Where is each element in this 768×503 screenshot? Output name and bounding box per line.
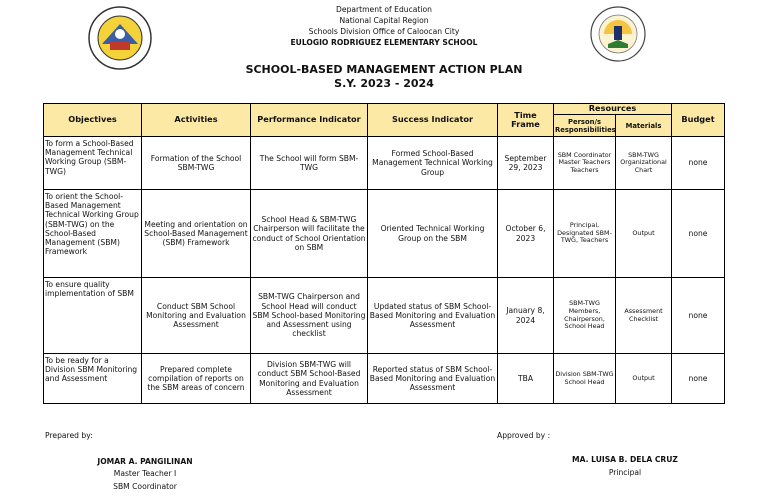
budget-cell: none	[672, 137, 725, 190]
performance-cell: The School will form SBM-TWG	[251, 137, 368, 190]
success-cell: Updated status of SBM School-Based Monitoring and Evaluation Assessment	[368, 278, 498, 354]
table-row	[44, 278, 725, 354]
time-cell: October 6, 2023	[498, 190, 554, 278]
budget-cell: none	[672, 354, 725, 404]
objective-cell: To form a School-Based Management Technical Working Group (SBM-TWG)	[44, 137, 142, 190]
approved-by-label: Approved by :	[497, 431, 551, 440]
prepared-by-role: SBM Coordinator	[113, 482, 177, 491]
prepared-by-position: Master Teacher I	[113, 469, 177, 478]
activity-cell: Conduct SBM School Monitoring and Evaluation Assessment	[142, 278, 251, 354]
header-materials: Materials	[616, 115, 672, 137]
objective-cell: To orient the School-Based Management Technical Working Group (SBM-TWG) on the School-Based Management (SBM) Framework	[44, 190, 142, 278]
header-objectives: Objectives	[44, 104, 142, 137]
materials-cell: Output	[616, 354, 672, 404]
time-cell: TBA	[498, 354, 554, 404]
persons-cell: SBM Coordinator Master Teachers Teachers	[554, 137, 616, 190]
prepared-by-name: JOMAR A. PANGILINAN	[97, 457, 193, 466]
header-performance-indicator: Performance Indicator	[251, 104, 368, 137]
header-budget: Budget	[672, 104, 725, 137]
prepared-by-label: Prepared by:	[45, 431, 93, 440]
objective-cell: To ensure quality implementation of SBM	[44, 278, 142, 354]
budget-cell: none	[672, 190, 725, 278]
department-name: Department of Education	[336, 5, 432, 14]
header-time-frame: Time Frame	[498, 104, 554, 137]
performance-cell: Division SBM-TWG will conduct SBM School-Based Monitoring and Evaluation Assessment	[251, 354, 368, 404]
success-cell: Reported status of SBM School-Based Monitoring and Evaluation Assessment	[368, 354, 498, 404]
time-cell: January 8, 2024	[498, 278, 554, 354]
performance-cell: School Head & SBM-TWG Chairperson will facilitate the conduct of School Orientation on SBM	[251, 190, 368, 278]
activity-cell: Formation of the School SBM-TWG	[142, 137, 251, 190]
approved-by-position: Principal	[608, 468, 642, 477]
document-title: SCHOOL-BASED MANAGEMENT ACTION PLAN	[245, 63, 523, 76]
table-row	[44, 354, 725, 404]
materials-cell: SBM-TWG Organizational Chart	[616, 137, 672, 190]
school-year: S.Y. 2023 - 2024	[334, 77, 434, 90]
school-name: EULOGIO RODRIGUEZ ELEMENTARY SCHOOL	[290, 38, 478, 47]
action-plan-table	[43, 103, 725, 404]
approved-by-name: MA. LUISA B. DELA CRUZ	[572, 455, 678, 464]
success-cell: Formed School-Based Management Technical Working Group	[368, 137, 498, 190]
budget-cell: none	[672, 278, 725, 354]
materials-cell: Assessment Checklist	[616, 278, 672, 354]
table-row	[44, 190, 725, 278]
activity-cell: Prepared complete compilation of reports on the SBM areas of concern	[142, 354, 251, 404]
header-success-indicator: Success Indicator	[368, 104, 498, 137]
header-activities: Activities	[142, 104, 251, 137]
persons-cell: Division SBM-TWG School Head	[554, 354, 616, 404]
header-resources: Resources	[554, 104, 672, 115]
table-row	[44, 137, 725, 190]
persons-cell: SBM-TWG Members, Chairperson, School Head	[554, 278, 616, 354]
header-persons: Person/s Responsibilities	[554, 115, 616, 137]
materials-cell: Output	[616, 190, 672, 278]
objective-cell: To be ready for a Division SBM Monitoring and Assessment	[44, 354, 142, 404]
success-cell: Oriented Technical Working Group on the SBM	[368, 190, 498, 278]
performance-cell: SBM-TWG Chairperson and School Head will conduct SBM School-based Monitoring and Assessment using checklist	[251, 278, 368, 354]
persons-cell: Principal, Designated SBM-TWG, Teachers	[554, 190, 616, 278]
region-name: National Capital Region	[339, 16, 429, 25]
activity-cell: Meeting and orientation on School-Based Management (SBM) Framework	[142, 190, 251, 278]
division-name: Schools Division Office of Caloocan City	[308, 27, 460, 36]
time-cell: September 29, 2023	[498, 137, 554, 190]
